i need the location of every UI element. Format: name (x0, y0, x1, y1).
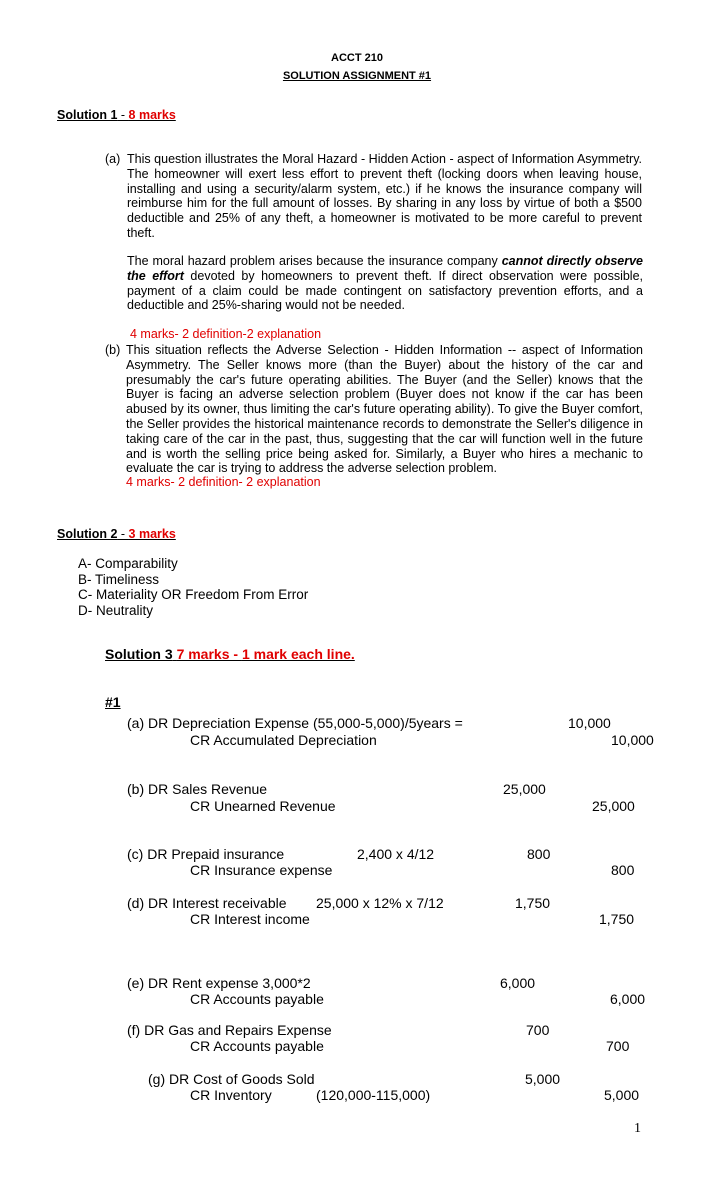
calculation: 25,000 x 12% x 7/12 (316, 895, 444, 911)
part-a-marks: 4 marks- 2 definition-2 explanation (130, 327, 322, 341)
course-code: ACCT 210 (331, 52, 383, 64)
solution2-heading: Solution 2 - 3 marks (57, 527, 176, 541)
dr-amount: 5,000 (525, 1071, 561, 1087)
dr-amount: 1,750 (515, 895, 551, 911)
page-number: 1 (634, 1121, 641, 1136)
solution1-marks: 8 marks (128, 108, 176, 122)
emphasis-text: cannot directly observe the effort (127, 254, 643, 283)
part-a-paragraph: This question illustrates the Moral Hazard - Hidden Action - aspect of Information Asymmetry. The homeowner will exert less effort to prevent theft (locking doors when leaving house, installing and using a security/alarm system, etc.) if he knows the insurance company will reimburse him for the full amount of losses. By sharing in any loss by virtue of both a $500 deductible and 25% of any theft, a homeowner is motivated to be more careful to prevent theft. (127, 152, 642, 240)
part-a-label: (a) (105, 152, 121, 166)
part-b-paragraph: This situation reflects the Adverse Selection - Hidden Information -- aspect of Information Asymmetry. The Seller knows more (than the Buyer) about the history of the car and presumably the car's future operating abilities. The Buyer (and the Seller) knows that the Buyer is facing an adverse selection problem (Buyer does not know if the car has been abused by its owner, thus limiting the car's future operating ability). To give the Buyer comfort, the Seller provides the historical maintenance records to demonstrate the Seller's diligence in taking care of the car in the past, thus, suggesting that the car will function well in the future and is worth the selling price being asked for. Similarly, a Buyer who hires a mechanic to evaluate the car is trying to address the adverse selection problem. (126, 343, 643, 476)
question-number: #1 (105, 694, 121, 710)
journal-cr-line: CR Interest income (190, 911, 310, 927)
solution1-heading: Solution 1 - 8 marks (57, 108, 176, 122)
dr-amount: 10,000 (568, 715, 611, 731)
cr-amount: 800 (611, 862, 635, 878)
journal-dr-line: (e) DR Rent expense 3,000*2 (127, 975, 311, 991)
journal-dr-line: (c) DR Prepaid insurance (127, 846, 285, 862)
calculation: (120,000-115,000) (316, 1087, 431, 1103)
solution2-marks: 3 marks (128, 527, 176, 541)
cr-amount: 700 (606, 1038, 630, 1054)
journal-cr-line: CR Accounts payable (190, 1038, 324, 1054)
list-item: D- Neutrality (78, 603, 154, 618)
cr-amount: 10,000 (611, 732, 654, 748)
journal-cr-line: CR Unearned Revenue (190, 798, 336, 814)
solution3-heading: Solution 3 7 marks - 1 mark each line. (105, 646, 355, 662)
part-a-paragraph-2: The moral hazard problem arises because the insurance company cannot directly observe the effort devoted by homeowners to prevent theft. If direct observation were possible, payment of a claim could be made contingent on satisfactory prevention efforts, and a deductible and 25%-sharing would not be needed. (127, 254, 643, 313)
part-b-marks: 4 marks- 2 definition- 2 explanation (126, 475, 321, 489)
part-b-label: (b) (105, 343, 121, 357)
assignment-title: SOLUTION ASSIGNMENT #1 (282, 70, 432, 82)
journal-cr-line: CR Accumulated Depreciation (190, 732, 377, 748)
journal-dr-line: (f) DR Gas and Repairs Expense (127, 1022, 332, 1038)
journal-dr-line: (a) DR Depreciation Expense (55,000-5,000)/5years = (127, 715, 463, 731)
cr-amount: 25,000 (592, 798, 635, 814)
solution3-marks-note: 1 mark each line. (241, 646, 355, 662)
cr-amount: 5,000 (604, 1087, 640, 1103)
journal-dr-line: (d) DR Interest receivable (127, 895, 287, 911)
journal-cr-line: CR Accounts payable (190, 991, 324, 1007)
journal-dr-line: (b) DR Sales Revenue (127, 781, 268, 797)
list-item: B- Timeliness (78, 572, 160, 587)
calculation: 2,400 x 4/12 (357, 846, 435, 862)
journal-dr-line: (g) DR Cost of Goods Sold (148, 1071, 315, 1087)
cr-amount: 1,750 (599, 911, 635, 927)
dr-amount: 800 (527, 846, 551, 862)
solution3-marks: 7 marks (176, 646, 230, 662)
cr-amount: 6,000 (610, 991, 646, 1007)
dr-amount: 25,000 (503, 781, 546, 797)
dr-amount: 700 (526, 1022, 550, 1038)
journal-cr-line: CR Insurance expense (190, 862, 333, 878)
list-item: C- Materiality OR Freedom From Error (78, 587, 309, 602)
list-item: A- Comparability (78, 556, 178, 571)
journal-cr-line: CR Inventory (190, 1087, 272, 1103)
dr-amount: 6,000 (500, 975, 536, 991)
